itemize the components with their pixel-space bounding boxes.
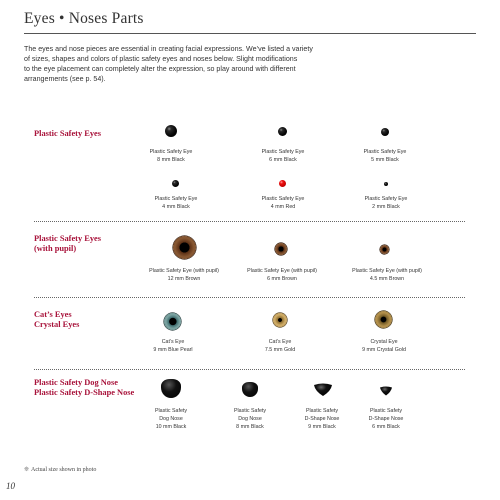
section-label-cats-crystal-eyes: Cat’s Eyes Crystal Eyes <box>34 310 80 329</box>
page-title: Eyes • Noses Parts <box>24 10 144 27</box>
item-caption: Plastic Safety Eye 4 mm Red <box>261 196 305 210</box>
intro-line: arrangements (see p. 54). <box>24 75 106 83</box>
item-caption: Plastic Safety Eye 6 mm Black <box>261 149 305 163</box>
eye-2mm-black <box>384 182 388 186</box>
nose-d-shape-9mm-black <box>313 383 333 397</box>
title-underline <box>24 33 476 34</box>
nose-dog-10mm-black <box>161 379 181 398</box>
section-label-plastic-safety-eyes: Plastic Safety Eyes <box>34 129 101 138</box>
footnote: ❊ Actual size shown in photo <box>24 467 97 473</box>
eye-9mm-blue-pearl <box>164 313 181 330</box>
eye-7-5mm-gold <box>273 313 287 327</box>
item-caption: Plastic Safety Eye (with pupil) 12 mm Brown <box>149 268 219 282</box>
nose-d-shape-6mm-black <box>379 386 393 396</box>
item-caption: Plastic Safety Dog Nose 10 mm Black <box>154 408 188 430</box>
page-number: 10 <box>6 481 15 491</box>
item-caption: Cat’s Eye 7.5 mm Gold <box>264 339 296 353</box>
intro-line: to the eye placement can completely alter the expression, so play around with different <box>24 65 296 73</box>
item-caption: Plastic Safety D-Shape Nose 6 mm Black <box>368 408 404 430</box>
item-caption: Plastic Safety Eye 4 mm Black <box>154 196 198 210</box>
item-caption: Plastic Safety Eye (with pupil) 6 mm Brown <box>247 268 317 282</box>
eye-5mm-black <box>381 128 389 136</box>
intro-paragraph <box>24 44 472 84</box>
eye-8mm-black <box>165 125 177 137</box>
eye-12mm-brown <box>173 236 196 259</box>
section-divider <box>34 221 465 222</box>
item-caption: Plastic Safety Eye (with pupil) 4.5 mm Brown <box>352 268 422 282</box>
section-label-noses: Plastic Safety Dog Nose Plastic Safety D-Shape Nose <box>34 378 135 397</box>
asterisk-icon: ❊ <box>24 467 30 473</box>
section-divider <box>34 369 465 370</box>
eye-9mm-crystal-gold <box>375 311 392 328</box>
item-caption: Plastic Safety Eye 2 mm Black <box>364 196 408 210</box>
nose-dog-8mm-black <box>242 382 258 397</box>
section-label-eyes-with-pupil: Plastic Safety Eyes (with pupil) <box>34 234 101 253</box>
intro-line: The eyes and nose pieces are essential in creating facial expressions. We’ve listed a variety <box>24 45 313 53</box>
eye-6mm-black <box>278 127 287 136</box>
eye-6mm-brown <box>275 243 287 255</box>
eye-4-5mm-brown <box>380 245 389 254</box>
item-caption: Plastic Safety Eye 5 mm Black <box>363 149 407 163</box>
item-caption: Plastic Safety D-Shape Nose 9 mm Black <box>304 408 340 430</box>
item-caption: Plastic Safety Eye 8 mm Black <box>149 149 193 163</box>
item-caption: Cat’s Eye 9 mm Blue Pearl <box>153 339 193 353</box>
item-caption: Plastic Safety Dog Nose 8 mm Black <box>233 408 267 430</box>
eye-4mm-black <box>172 180 179 187</box>
eye-4mm-red <box>279 180 286 187</box>
section-divider <box>34 297 465 298</box>
page-header <box>24 10 476 28</box>
item-caption: Crystal Eye 9 mm Crystal Gold <box>362 339 406 353</box>
intro-line: of sizes, shapes and colors of plastic safety eyes and noses below. Slight modifications <box>24 55 298 63</box>
